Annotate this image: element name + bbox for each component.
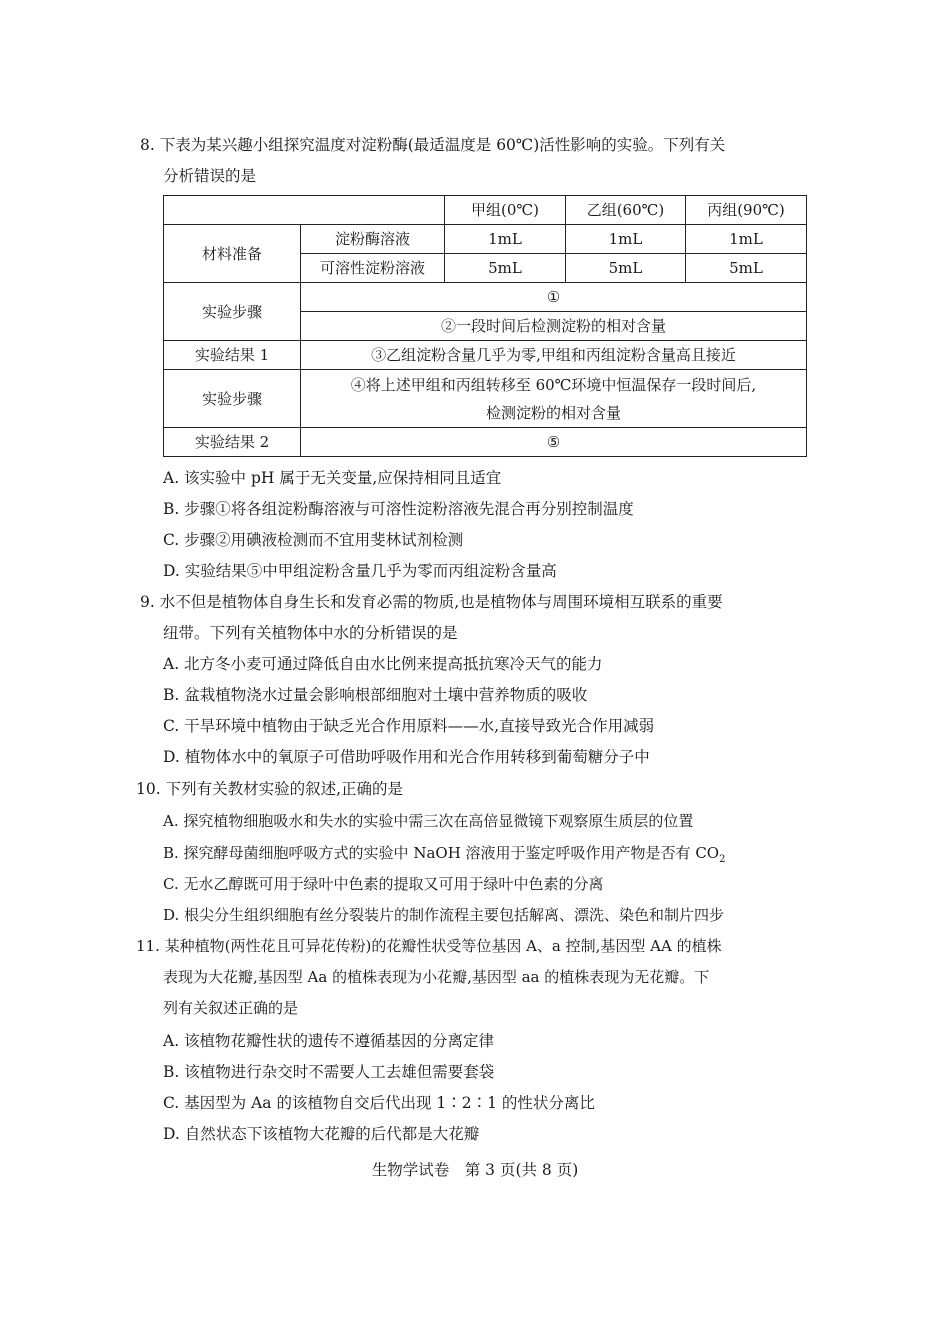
step2-label: 实验步骤	[164, 370, 301, 428]
header-group-a: 甲组(0℃)	[445, 196, 566, 225]
starch-label: 可溶性淀粉溶液	[301, 254, 445, 283]
q10-stem: 10. 下列有关教材实验的叙述,正确的是	[136, 780, 404, 798]
page-footer: 生物学试卷 第 3 页(共 8 页)	[371, 1161, 579, 1179]
result-2: ⑤	[301, 428, 807, 457]
q8-option-b[interactable]: B. 步骤①将各组淀粉酶溶液与可溶性淀粉溶液先混合再分别控制温度	[163, 500, 634, 518]
starch-a: 5mL	[445, 254, 566, 283]
q11-stem-line3: 列有关叙述正确的是	[163, 999, 299, 1017]
table-row	[164, 428, 807, 457]
step-4-line1: ④将上述甲组和丙组转移至 60℃环境中恒温保存一段时间后,	[350, 375, 757, 394]
table-row	[164, 283, 807, 312]
q9-stem-line2: 纽带。下列有关植物体中水的分析错误的是	[163, 624, 458, 642]
enzyme-b: 1mL	[566, 225, 686, 254]
q9-option-c[interactable]: C. 干旱环境中植物由于缺乏光合作用原料——水,直接导致光合作用减弱	[163, 717, 655, 735]
result-1: ③乙组淀粉含量几乎为零,甲组和丙组淀粉含量高且接近	[301, 341, 807, 370]
q11-option-c[interactable]: C. 基因型为 Aa 的该植物自交后代出现 1∶2∶1 的性状分离比	[163, 1094, 595, 1112]
q10-option-b-text: B. 探究酵母菌细胞呼吸方式的实验中 NaOH 溶液用于鉴定呼吸作用产物是否有 CO	[163, 844, 720, 862]
q8-option-a[interactable]: A. 该实验中 pH 属于无关变量,应保持相同且适宜	[163, 469, 502, 487]
step-2: ②一段时间后检测淀粉的相对含量	[301, 312, 807, 341]
q10-option-d[interactable]: D. 根尖分生组织细胞有丝分裂装片的制作流程主要包括解离、漂洗、染色和制片四步	[163, 906, 725, 924]
table-header-row	[164, 196, 807, 225]
q8-stem-line1: 8. 下表为某兴趣小组探究温度对淀粉酶(最适温度是 60℃)活性影响的实验。下列有关	[140, 136, 726, 154]
table-row	[164, 341, 807, 370]
q11-stem-line2: 表现为大花瓣,基因型 Aa 的植株表现为小花瓣,基因型 aa 的植株表现为无花瓣。下	[163, 968, 710, 986]
enzyme-a: 1mL	[445, 225, 566, 254]
q11-option-d[interactable]: D. 自然状态下该植物大花瓣的后代都是大花瓣	[163, 1125, 480, 1143]
q10-option-a[interactable]: A. 探究植物细胞吸水和失水的实验中需三次在高倍显微镜下观察原生质层的位置	[163, 812, 694, 830]
header-group-b: 乙组(60℃)	[566, 196, 686, 225]
step-4-line2: 检测淀粉的相对含量	[485, 403, 621, 422]
starch-c: 5mL	[686, 254, 807, 283]
co2-subscript: 2	[719, 854, 726, 865]
material-label: 材料准备	[164, 225, 301, 283]
table-corner-cell	[164, 196, 445, 225]
table-row	[164, 225, 807, 254]
q11-stem-line1: 11. 某种植物(两性花且可异花传粉)的花瓣性状受等位基因 A、a 控制,基因型 AA 的植株	[136, 937, 722, 955]
q8-option-c[interactable]: C. 步骤②用碘液检测而不宜用斐林试剂检测	[163, 531, 464, 549]
result2-label: 实验结果 2	[164, 428, 301, 457]
q8-option-d[interactable]: D. 实验结果⑤中甲组淀粉含量几乎为零而丙组淀粉含量高	[163, 562, 557, 580]
result1-label: 实验结果 1	[164, 341, 301, 370]
step-4	[301, 370, 807, 428]
q11-option-a[interactable]: A. 该植物花瓣性状的遗传不遵循基因的分离定律	[163, 1032, 495, 1050]
q9-option-a[interactable]: A. 北方冬小麦可通过降低自由水比例来提高抵抗寒冷天气的能力	[163, 655, 603, 673]
q9-stem-line1: 9. 水不但是植物体自身生长和发育必需的物质,也是植物体与周围环境相互联系的重要	[140, 593, 723, 611]
header-group-c: 丙组(90℃)	[686, 196, 807, 225]
q8-stem-line2: 分析错误的是	[163, 167, 257, 185]
q9-option-b[interactable]: B. 盆栽植物浇水过量会影响根部细胞对土壤中营养物质的吸收	[163, 686, 588, 704]
q11-option-b[interactable]: B. 该植物进行杂交时不需要人工去雄但需要套袋	[163, 1063, 495, 1081]
enzyme-label: 淀粉酶溶液	[301, 225, 445, 254]
starch-b: 5mL	[566, 254, 686, 283]
q9-option-d[interactable]: D. 植物体水中的氧原子可借助呼吸作用和光合作用转移到葡萄糖分子中	[163, 748, 650, 766]
table-row	[164, 370, 807, 428]
step-label: 实验步骤	[164, 283, 301, 341]
enzyme-c: 1mL	[686, 225, 807, 254]
step-1: ①	[301, 283, 807, 312]
q10-option-c[interactable]: C. 无水乙醇既可用于绿叶中色素的提取又可用于绿叶中色素的分离	[163, 875, 604, 893]
q8-experiment-table	[163, 195, 807, 457]
